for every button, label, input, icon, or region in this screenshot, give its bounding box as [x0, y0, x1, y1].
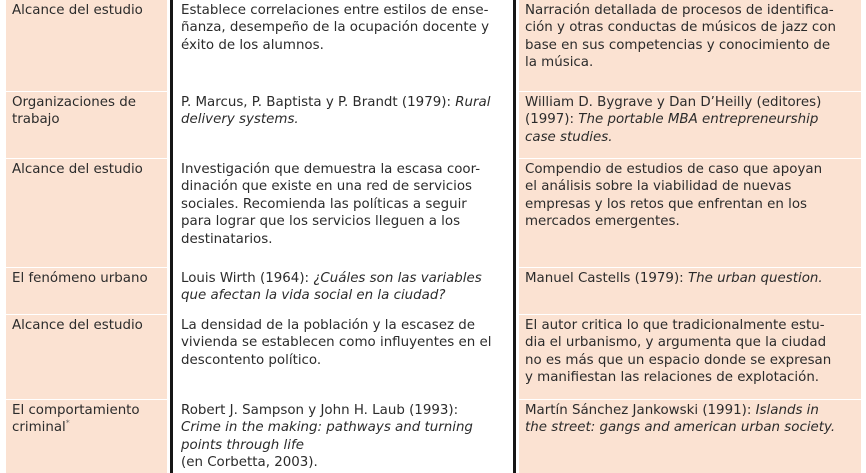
italic-title: The portable MBA entrepreneurship: [578, 112, 819, 128]
italic-title: the street: gangs and american urban society.: [525, 420, 836, 436]
text-segment: P. Marcus, P. Baptista y P. Brandt (1979):: [181, 95, 456, 110]
category-cell: Organizaciones de trabajo: [6, 92, 167, 158]
study-cell: [175, 400, 510, 473]
study-cell: [175, 92, 510, 158]
text-segment: Louis Wirth (1964):: [181, 271, 314, 286]
text-segment: Narración detallada de procesos de identifica-: [525, 3, 834, 18]
table-row: [0, 315, 866, 399]
study-cell: [175, 315, 510, 399]
text-segment: ñanza, desempeño de la ocupación docente y: [181, 20, 489, 36]
text-segment: Robert J. Sampson y John H. Laub (1993):: [181, 403, 459, 418]
text-segment: ción y otras conductas de músicos de jazz con: [525, 20, 836, 36]
category-label: El comportamiento criminal: [12, 403, 140, 436]
row-divider: [6, 158, 861, 159]
text-segment: Manuel Castells (1979):: [525, 271, 688, 286]
text-segment: destinatarios.: [181, 231, 273, 247]
text-segment: dinación que existe en una red de servicios: [181, 179, 473, 195]
category-cell: Alcance del estudio: [6, 159, 167, 267]
italic-title: ¿Cuáles son las variables: [313, 271, 482, 286]
italic-title: delivery systems.: [181, 112, 299, 128]
row-divider: [6, 399, 861, 400]
text-segment: base en sus competencias y conocimiento de: [525, 37, 831, 53]
table-row: [0, 0, 866, 91]
text-segment: dia el urbanismo, y argumenta que la ciudad: [525, 335, 827, 351]
text-segment: para lograr que los servicios lleguen a los: [181, 214, 461, 230]
text-segment: el análisis sobre la viabilidad de nuevas: [525, 179, 792, 195]
row-divider: [6, 314, 861, 315]
study-cell: [519, 92, 861, 158]
text-segment: descontento político.: [181, 352, 322, 368]
text-segment: Establece correlaciones entre estilos de ense-: [181, 3, 489, 18]
footnote-mark: *: [65, 418, 70, 428]
category-cell: El fenómeno urbano: [6, 268, 167, 314]
category-cell: Alcance del estudio: [6, 0, 167, 91]
text-segment: la música.: [525, 55, 594, 71]
text-segment: La densidad de la población y la escasez de: [181, 318, 476, 333]
row-divider: [6, 91, 861, 92]
study-cell: [175, 268, 510, 314]
table-row: [0, 159, 866, 267]
text-segment: Investigación que demuestra la escasa coor-: [181, 162, 481, 177]
study-cell: [175, 159, 510, 267]
study-cell: [519, 159, 861, 267]
column-divider: [170, 0, 173, 473]
study-cell: [519, 268, 861, 314]
table-row: [0, 268, 866, 314]
text-segment: El autor critica lo que tradicionalmente estu-: [525, 318, 825, 333]
category-cell: [6, 400, 167, 473]
study-cell: [519, 0, 861, 91]
text-segment: vivienda se establecen como influyentes en el: [181, 335, 492, 351]
italic-title: points through life: [181, 437, 304, 453]
text-segment: (1997):: [525, 112, 579, 128]
text-segment: (en Corbetta, 2003).: [181, 455, 318, 471]
text-segment: no es más que un espacio donde se expresan: [525, 352, 832, 368]
row-divider: [6, 267, 861, 268]
column-divider: [513, 0, 516, 473]
study-cell: [519, 315, 861, 399]
study-cell: [519, 400, 861, 473]
text-segment: William D. Bygrave y Dan D’Heilly (editores): [525, 95, 822, 110]
italic-title: que afectan la vida social en la ciudad?: [181, 288, 446, 304]
italic-title: Islands in: [755, 403, 819, 418]
category-cell: Alcance del estudio: [6, 315, 167, 399]
text-segment: Compendio de estudios de caso que apoyan: [525, 162, 823, 177]
text-segment: empresas y los retos que enfrentan en los: [525, 196, 808, 212]
italic-title: Rural: [455, 95, 491, 110]
text-segment: éxito de los alumnos.: [181, 37, 324, 53]
text-segment: mercados emergentes.: [525, 214, 680, 230]
table-row: [0, 400, 866, 473]
italic-title: case studies.: [525, 129, 613, 145]
italic-title: The urban question.: [687, 271, 823, 286]
text-segment: Martín Sánchez Jankowski (1991):: [525, 403, 756, 418]
table-row: [0, 92, 866, 158]
text-segment: sociales. Recomienda las políticas a seguir: [181, 196, 467, 212]
italic-title: Crime in the making: pathways and turning: [181, 420, 473, 436]
study-cell: [175, 0, 510, 91]
text-segment: y manifiestan las relaciones de explotación.: [525, 370, 820, 386]
